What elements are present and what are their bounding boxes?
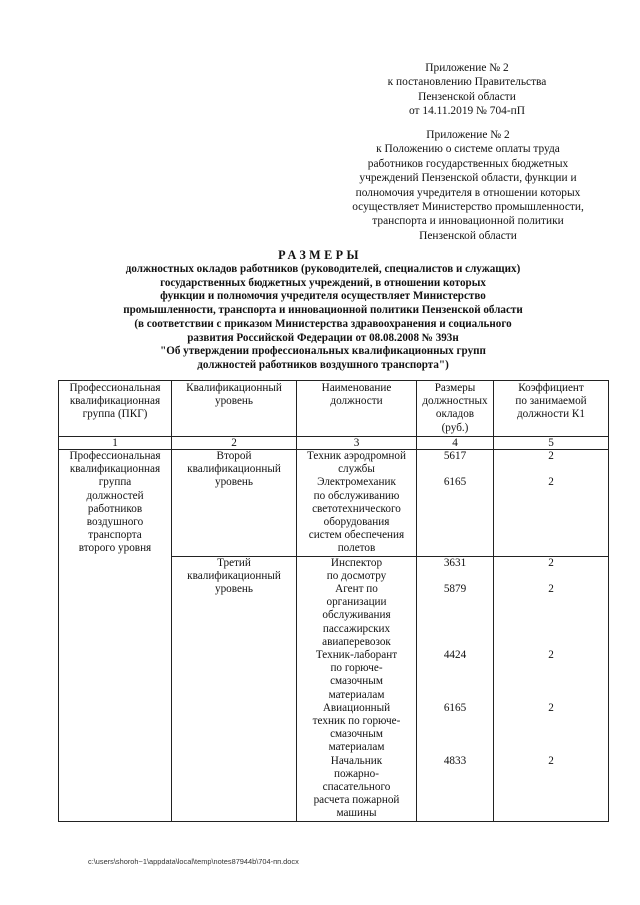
header-salary: Размеры должностных окладов (руб.)	[417, 381, 494, 437]
appendix-line: полномочия учредителя в отношении которых	[355, 186, 581, 199]
position-entry: Авиационный техник по горюче- смазочным материалам	[312, 701, 401, 754]
column-number: 4	[417, 437, 494, 450]
position-entry: Электромеханик по обслуживанию светотехнического оборудования систем обеспечения полетов	[308, 476, 405, 555]
position-entry: Начальник пожарно- спасательного расчета пожарной машины	[313, 754, 400, 820]
appendix-line: Приложение № 2	[426, 129, 510, 141]
position-entry: Техник аэродромной службы	[307, 450, 406, 476]
column-number-row	[59, 437, 609, 450]
position-entry: Техник-лаборант по горюче- смазочным материалам	[315, 649, 398, 701]
appendix-header-regulation	[330, 128, 606, 243]
column-number: 3	[297, 437, 417, 450]
table-header-row	[59, 381, 609, 437]
appendix-line: Пензенской области	[419, 229, 517, 242]
position-entry: Агент по организации обслуживания пассажирских авиаперевозок	[322, 583, 391, 648]
qualification-level-cell: Третий квалификационный уровень	[172, 556, 297, 821]
appendix-line: транспорта и инновационной политики	[372, 215, 564, 228]
position-entry: Инспектор по досмотру	[326, 556, 387, 582]
appendix-line: к Положению о системе оплаты труда	[376, 143, 560, 156]
appendix-line: Приложение № 2	[425, 62, 509, 74]
subtitle-line: функции и полномочия учредителя осуществляет Министерство	[160, 290, 486, 303]
file-path-footer: c:\users\shoroh~1\appdata\local\temp\notes87944b\704-пп.docx	[88, 857, 299, 866]
subtitle-line: промышленности, транспорта и инновационной политики Пензенской области	[123, 304, 523, 317]
salary-cell: 3631 5879 4424 6165 4833	[417, 556, 494, 821]
appendix-line: Пензенской области	[418, 90, 516, 103]
subtitle-line: государственных бюджетных учреждений, в отношении которых	[160, 276, 486, 289]
column-number: 5	[494, 437, 609, 450]
position-name-cell	[297, 450, 417, 557]
coefficient-cell: 2 2 2 2 2	[494, 556, 609, 821]
salary-cell: 5617 6165	[417, 450, 494, 557]
appendix-line: учреждений Пензенской области, функции и	[359, 172, 577, 185]
salary-table	[58, 380, 609, 822]
column-number: 2	[172, 437, 297, 450]
subtitle-line: (в соответствии с приказом Министерства здравоохранения и социального	[134, 317, 512, 330]
column-number: 1	[59, 437, 172, 450]
header-position-name: Наименование должности	[297, 381, 417, 437]
appendix-line: работников государственных бюджетных	[367, 157, 569, 170]
header-qualification-level: Квалификационный уровень	[172, 381, 297, 437]
header-coefficient: Коэффициент по занимаемой должности К1	[494, 381, 609, 437]
appendix-line: от 14.11.2019 № 704-пП	[409, 105, 525, 118]
document-title: РАЗМЕРЫ	[278, 248, 362, 262]
subtitle-line: должностей работников воздушного транспорта")	[197, 358, 449, 371]
table-row	[59, 450, 609, 557]
document-subtitle	[90, 263, 556, 373]
subtitle-line: должностных окладов работников (руководителей, специалистов и служащих)	[125, 263, 521, 275]
subtitle-line: развития Российской Федерации от 08.08.2008 № 393н	[187, 331, 459, 344]
appendix-line: к постановлению Правительства	[387, 76, 547, 89]
header-professional-group: Профессиональная квалификационная группа (ПКГ)	[59, 381, 172, 437]
appendix-line: осуществляет Министерство промышленности,	[352, 201, 584, 214]
position-name-cell	[297, 556, 417, 821]
appendix-header-decree	[352, 61, 582, 119]
coefficient-cell: 2 2	[494, 450, 609, 557]
qualification-level-cell: Второй квалификационный уровень	[172, 450, 297, 557]
subtitle-line: "Об утверждении профессиональных квалификационных групп	[160, 345, 486, 358]
professional-group-cell: Профессиональная квалификационная группа должностей работников воздушного транспорта второго уровня	[59, 450, 172, 822]
